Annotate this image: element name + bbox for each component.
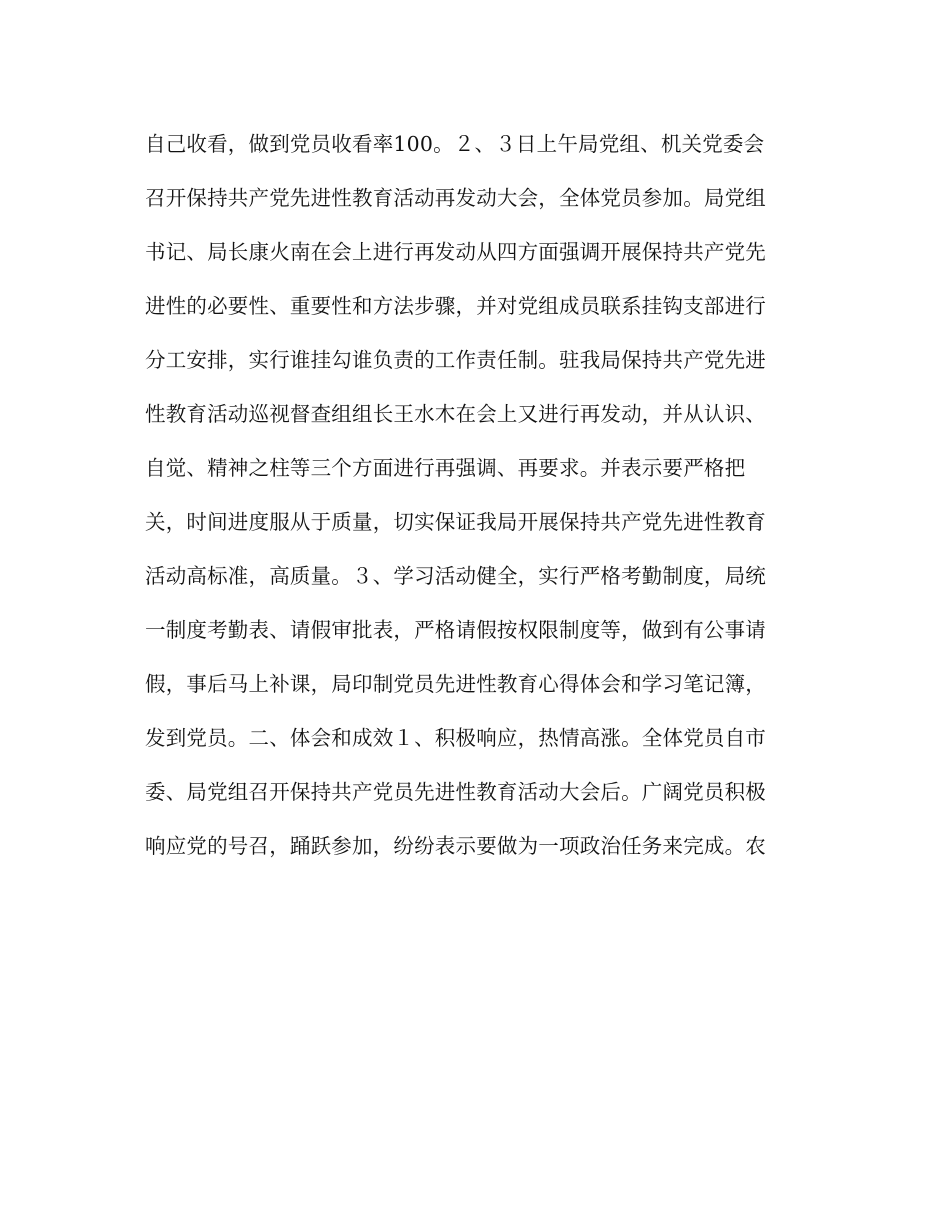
text-line: 性教育活动巡视督查组组长王水木在会上又进行再发动，并从认识、 [145,402,766,426]
text-line: 活动高标准，高质量。３、学习活动健全，实行严格考勤制度，局统 [145,564,766,588]
text-line: 委、局党组召开保持共产党员先进性教育活动大会后。广阔党员积极 [145,780,766,804]
text-line: 自觉、精神之柱等三个方面进行再强调、再要求。并表示要严格把 [145,456,746,480]
text-line: 自己收看，做到党员收看率100。２、３日上午局党组、机关党委会 [145,132,765,156]
text-line: 假，事后马上补课，局印制党员先进性教育心得体会和学习笔记簿， [145,672,766,696]
text-line: 响应党的号召，踊跃参加，纷纷表示要做为一项政治任务来完成。农 [145,834,766,858]
text-line: 分工安排，实行谁挂勾谁负责的工作责任制。驻我局保持共产党先进 [145,348,766,372]
text-line: 发到党员。二、体会和成效１、积极响应，热情高涨。全体党员自市 [145,726,766,750]
text-line: 关，时间进度服从于质量，切实保证我局开展保持共产党先进性教育 [145,510,766,534]
text-line: 进性的必要性、重要性和方法步骤，并对党组成员联系挂钩支部进行 [145,294,766,318]
text-line: 一制度考勤表、请假审批表，严格请假按权限制度等，做到有公事请 [145,618,766,642]
text-line: 召开保持共产党先进性教育活动再发动大会，全体党员参加。局党组 [145,186,766,210]
body-text [145,121,805,877]
text-line: 书记、局长康火南在会上进行再发动从四方面强调开展保持共产党先 [145,240,766,264]
